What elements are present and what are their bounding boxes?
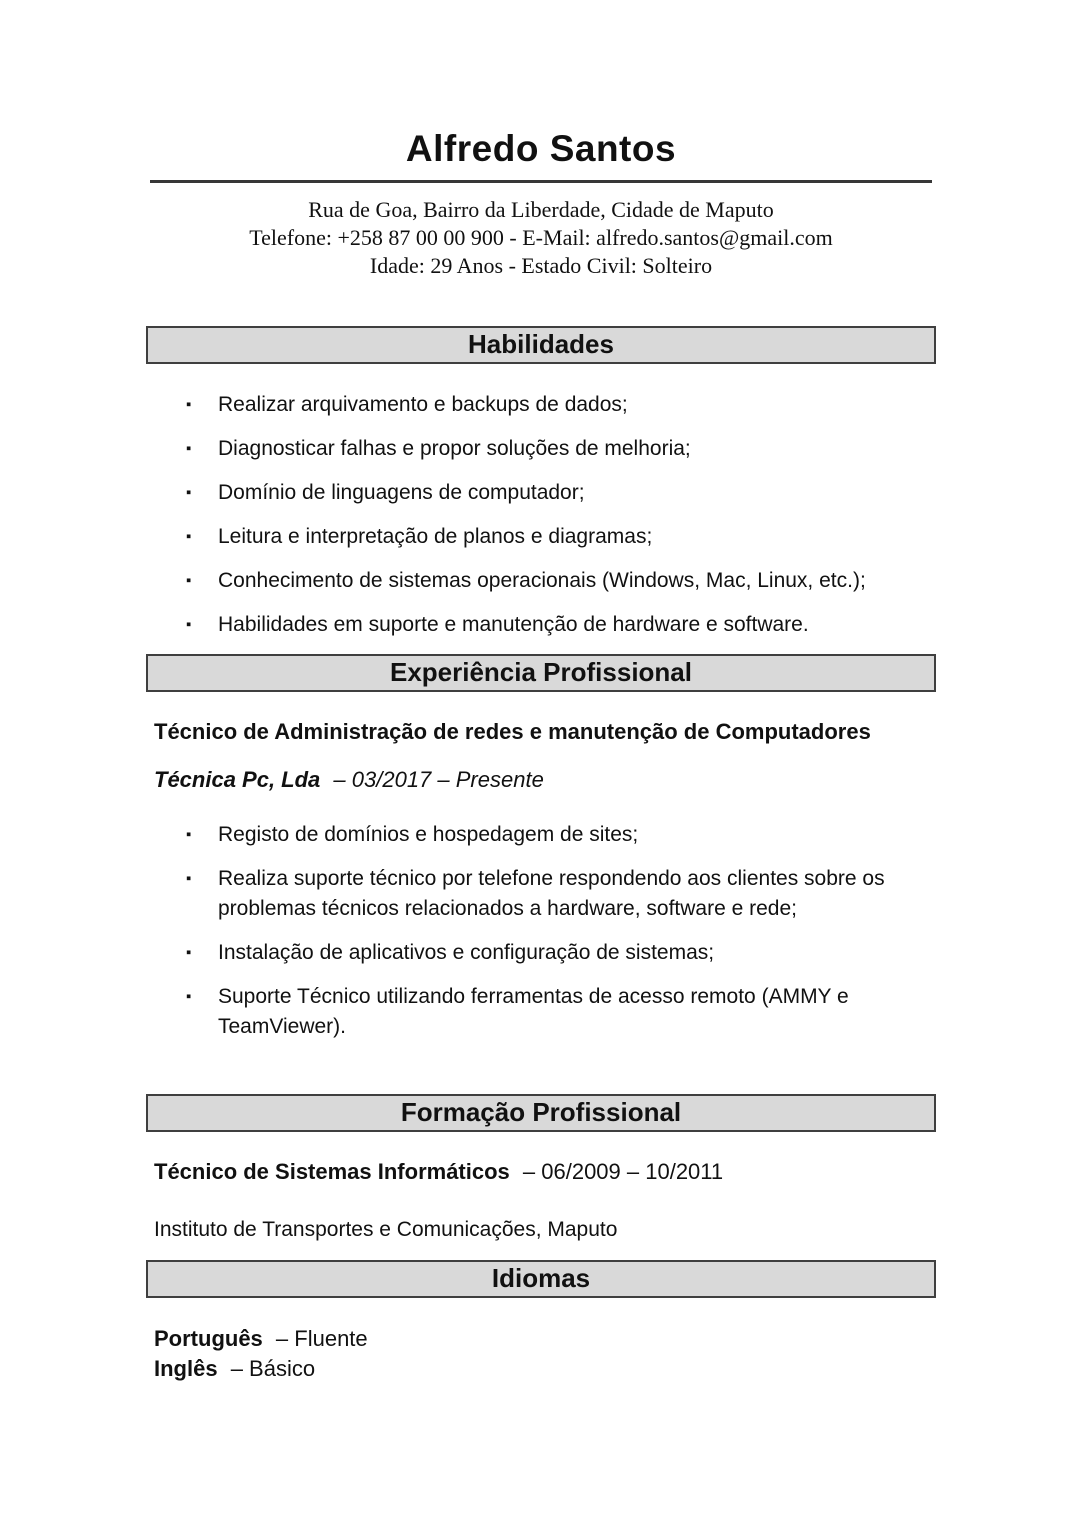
skill-item-text: Habilidades em suporte e manutenção de hardware e software. (218, 613, 809, 636)
language-name: Inglês (154, 1356, 218, 1381)
phone-email-line: Telefone: +258 87 00 00 900 - E-Mail: alfredo.santos@gmail.com (249, 225, 833, 250)
skill-item (186, 610, 936, 640)
experience-item-text: Suporte Técnico utilizando ferramentas de acesso remoto (AMMY e TeamViewer). (218, 985, 849, 1038)
skill-item (186, 478, 936, 508)
company-line (154, 766, 936, 794)
candidate-name: Alfredo Santos (405, 128, 677, 169)
section-header-experience (146, 654, 936, 692)
skill-item-text: Conhecimento de sistemas operacionais (Windows, Mac, Linux, etc.); (218, 569, 866, 592)
skill-item-text: Domínio de linguagens de computador; (218, 481, 585, 504)
bullet-square-icon: ▪ (186, 440, 192, 457)
language-level: – Fluente (275, 1326, 368, 1351)
experience-item-text: Realiza suporte técnico por telefone respondendo aos clientes sobre os problemas técnicos relacionados a hardware, software e rede; (218, 867, 885, 920)
age-civil-status-line: Idade: 29 Anos - Estado Civil: Solteiro (369, 253, 713, 278)
languages-list (154, 1324, 936, 1384)
section-header-skills (146, 326, 936, 364)
experience-item-text: Instalação de aplicativos e configuração de sistemas; (218, 941, 715, 964)
address-line: Rua de Goa, Bairro da Liberdade, Cidade de Maputo (308, 197, 774, 222)
language-name: Português (154, 1326, 263, 1351)
bullet-square-icon: ▪ (186, 528, 192, 545)
experience-item-text: Registo de domínios e hospedagem de sites; (218, 823, 639, 846)
language-level: – Básico (230, 1356, 316, 1381)
section-experience (146, 654, 936, 1042)
skill-item-text: Diagnosticar falhas e propor soluções de melhoria; (218, 437, 691, 460)
section-header-languages (146, 1260, 936, 1298)
language-item (154, 1354, 936, 1384)
experience-item (186, 820, 936, 850)
employment-period: – 03/2017 – Presente (333, 767, 544, 792)
section-title-skills: Habilidades (468, 329, 614, 359)
experience-item (186, 864, 936, 924)
skill-item-text: Realizar arquivamento e backups de dados; (218, 393, 628, 416)
degree-name: Técnico de Sistemas Informáticos (154, 1159, 510, 1184)
company-name: Técnica Pc, Lda (154, 767, 321, 792)
education-period: – 06/2009 – 10/2011 (522, 1159, 724, 1184)
section-header-education (146, 1094, 936, 1132)
skill-item (186, 434, 936, 464)
section-title-education: Formação Profissional (400, 1097, 682, 1127)
bullet-square-icon: ▪ (186, 616, 192, 633)
section-title-languages: Idiomas (491, 1263, 591, 1293)
experience-item (186, 982, 936, 1042)
resume-header (146, 128, 936, 280)
skill-item (186, 522, 936, 552)
section-title-experience: Experiência Profissional (389, 657, 692, 687)
bullet-square-icon: ▪ (186, 396, 192, 413)
experience-item (186, 938, 936, 968)
experience-list (146, 820, 936, 1042)
header-divider (150, 180, 932, 183)
skill-item (186, 390, 936, 420)
bullet-square-icon: ▪ (186, 572, 192, 589)
section-languages (146, 1260, 936, 1384)
education-line (154, 1158, 936, 1186)
job-title: Técnico de Administração de redes e manutenção de Computadores (154, 719, 871, 744)
bullet-square-icon: ▪ (186, 826, 192, 843)
bullet-square-icon: ▪ (186, 988, 192, 1005)
section-skills (146, 326, 936, 640)
skills-list (146, 390, 936, 640)
bullet-square-icon: ▪ (186, 484, 192, 501)
section-education (146, 1094, 936, 1244)
skill-item-text: Leitura e interpretação de planos e diagramas; (218, 525, 653, 548)
language-item (154, 1324, 936, 1354)
bullet-square-icon: ▪ (186, 944, 192, 961)
skill-item (186, 566, 936, 596)
bullet-square-icon: ▪ (186, 870, 192, 887)
institution-line: Instituto de Transportes e Comunicações, Maputo (154, 1218, 618, 1241)
